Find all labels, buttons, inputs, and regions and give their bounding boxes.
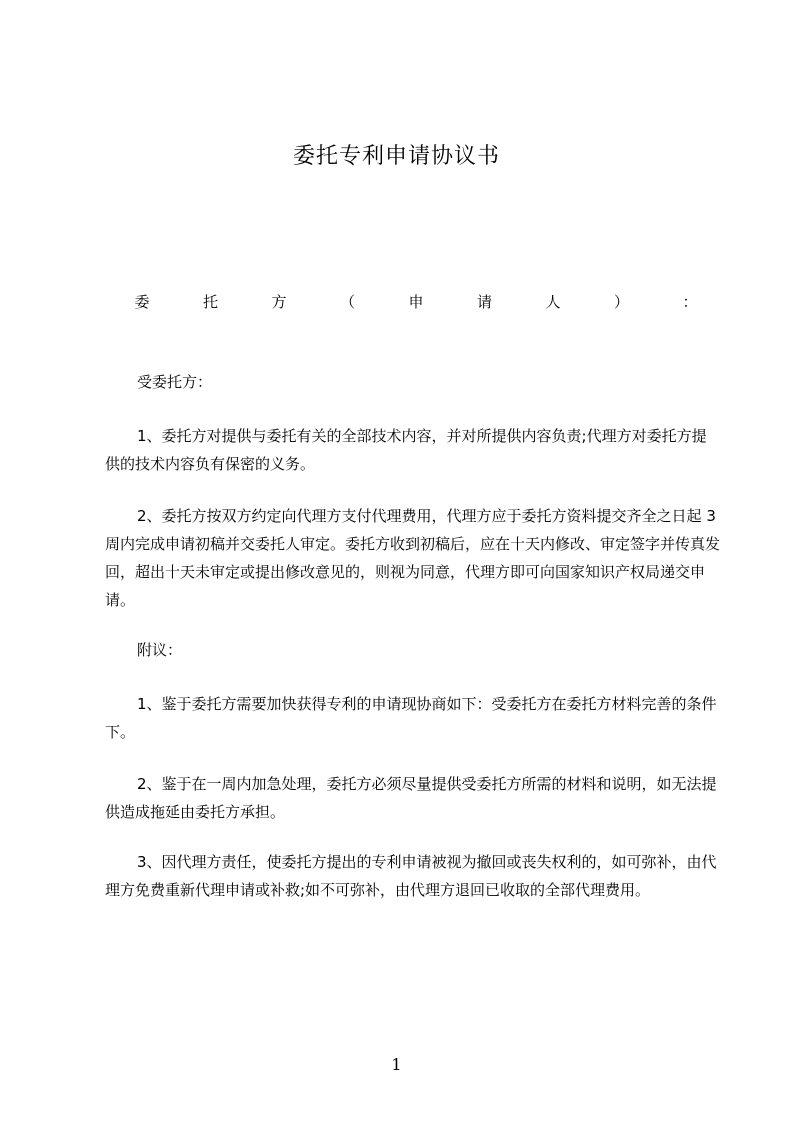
party-char: 申 [408,293,424,311]
document-title: 委托专利申请协议书 [292,144,500,169]
page-number: 1 [391,1055,402,1074]
clause-1: 1、委托方对提供与委托有关的全部技术内容，并对所提供内容负责;代理方对委托方提供的技术内容负有保密的义务。 [105,427,707,473]
annex-clause-2: 2、鉴于在一周内加急处理，委托方必须尽量提供受委托方所需的材料和说明，如无法提供造成拖延由委托方承担。 [105,775,717,821]
trustee-label: 受委托方： [137,373,213,391]
party-char: 人 [545,293,561,311]
annex-clause-1: 1、鉴于委托方需要加快获得专利的申请现协商如下：受委托方在委托方材料完善的条件下。 [105,695,717,741]
party-char: 方 [271,293,287,311]
clause-2: 2、委托方按双方约定向代理方支付代理费用，代理方应于委托方资料提交齐全之日起 3 周内完成申请初稿并交委托人审定。委托方收到初稿后，应在十天内修改、审定签字并传真发回，超出十天未审定或提出修改意见的，则视为同意，代理方即可向国家知识产权局递交申请。 [105,507,721,609]
annex-clause-3: 3、因代理方责任，使委托方提出的专利申请被视为撤回或丧失权利的，如可弥补，由代理方免费重新代理申请或补救;如不可弥补，由代理方退回已收取的全部代理费用。 [105,853,717,899]
annex-label: 附议： [137,641,183,659]
principal-party-line [132,290,700,314]
party-char: ） [613,293,629,311]
party-char: 托 [202,293,218,311]
party-char: 请 [476,293,492,311]
party-char: （ [339,293,355,311]
party-char: 委 [134,293,150,311]
party-char: ： [682,293,698,311]
